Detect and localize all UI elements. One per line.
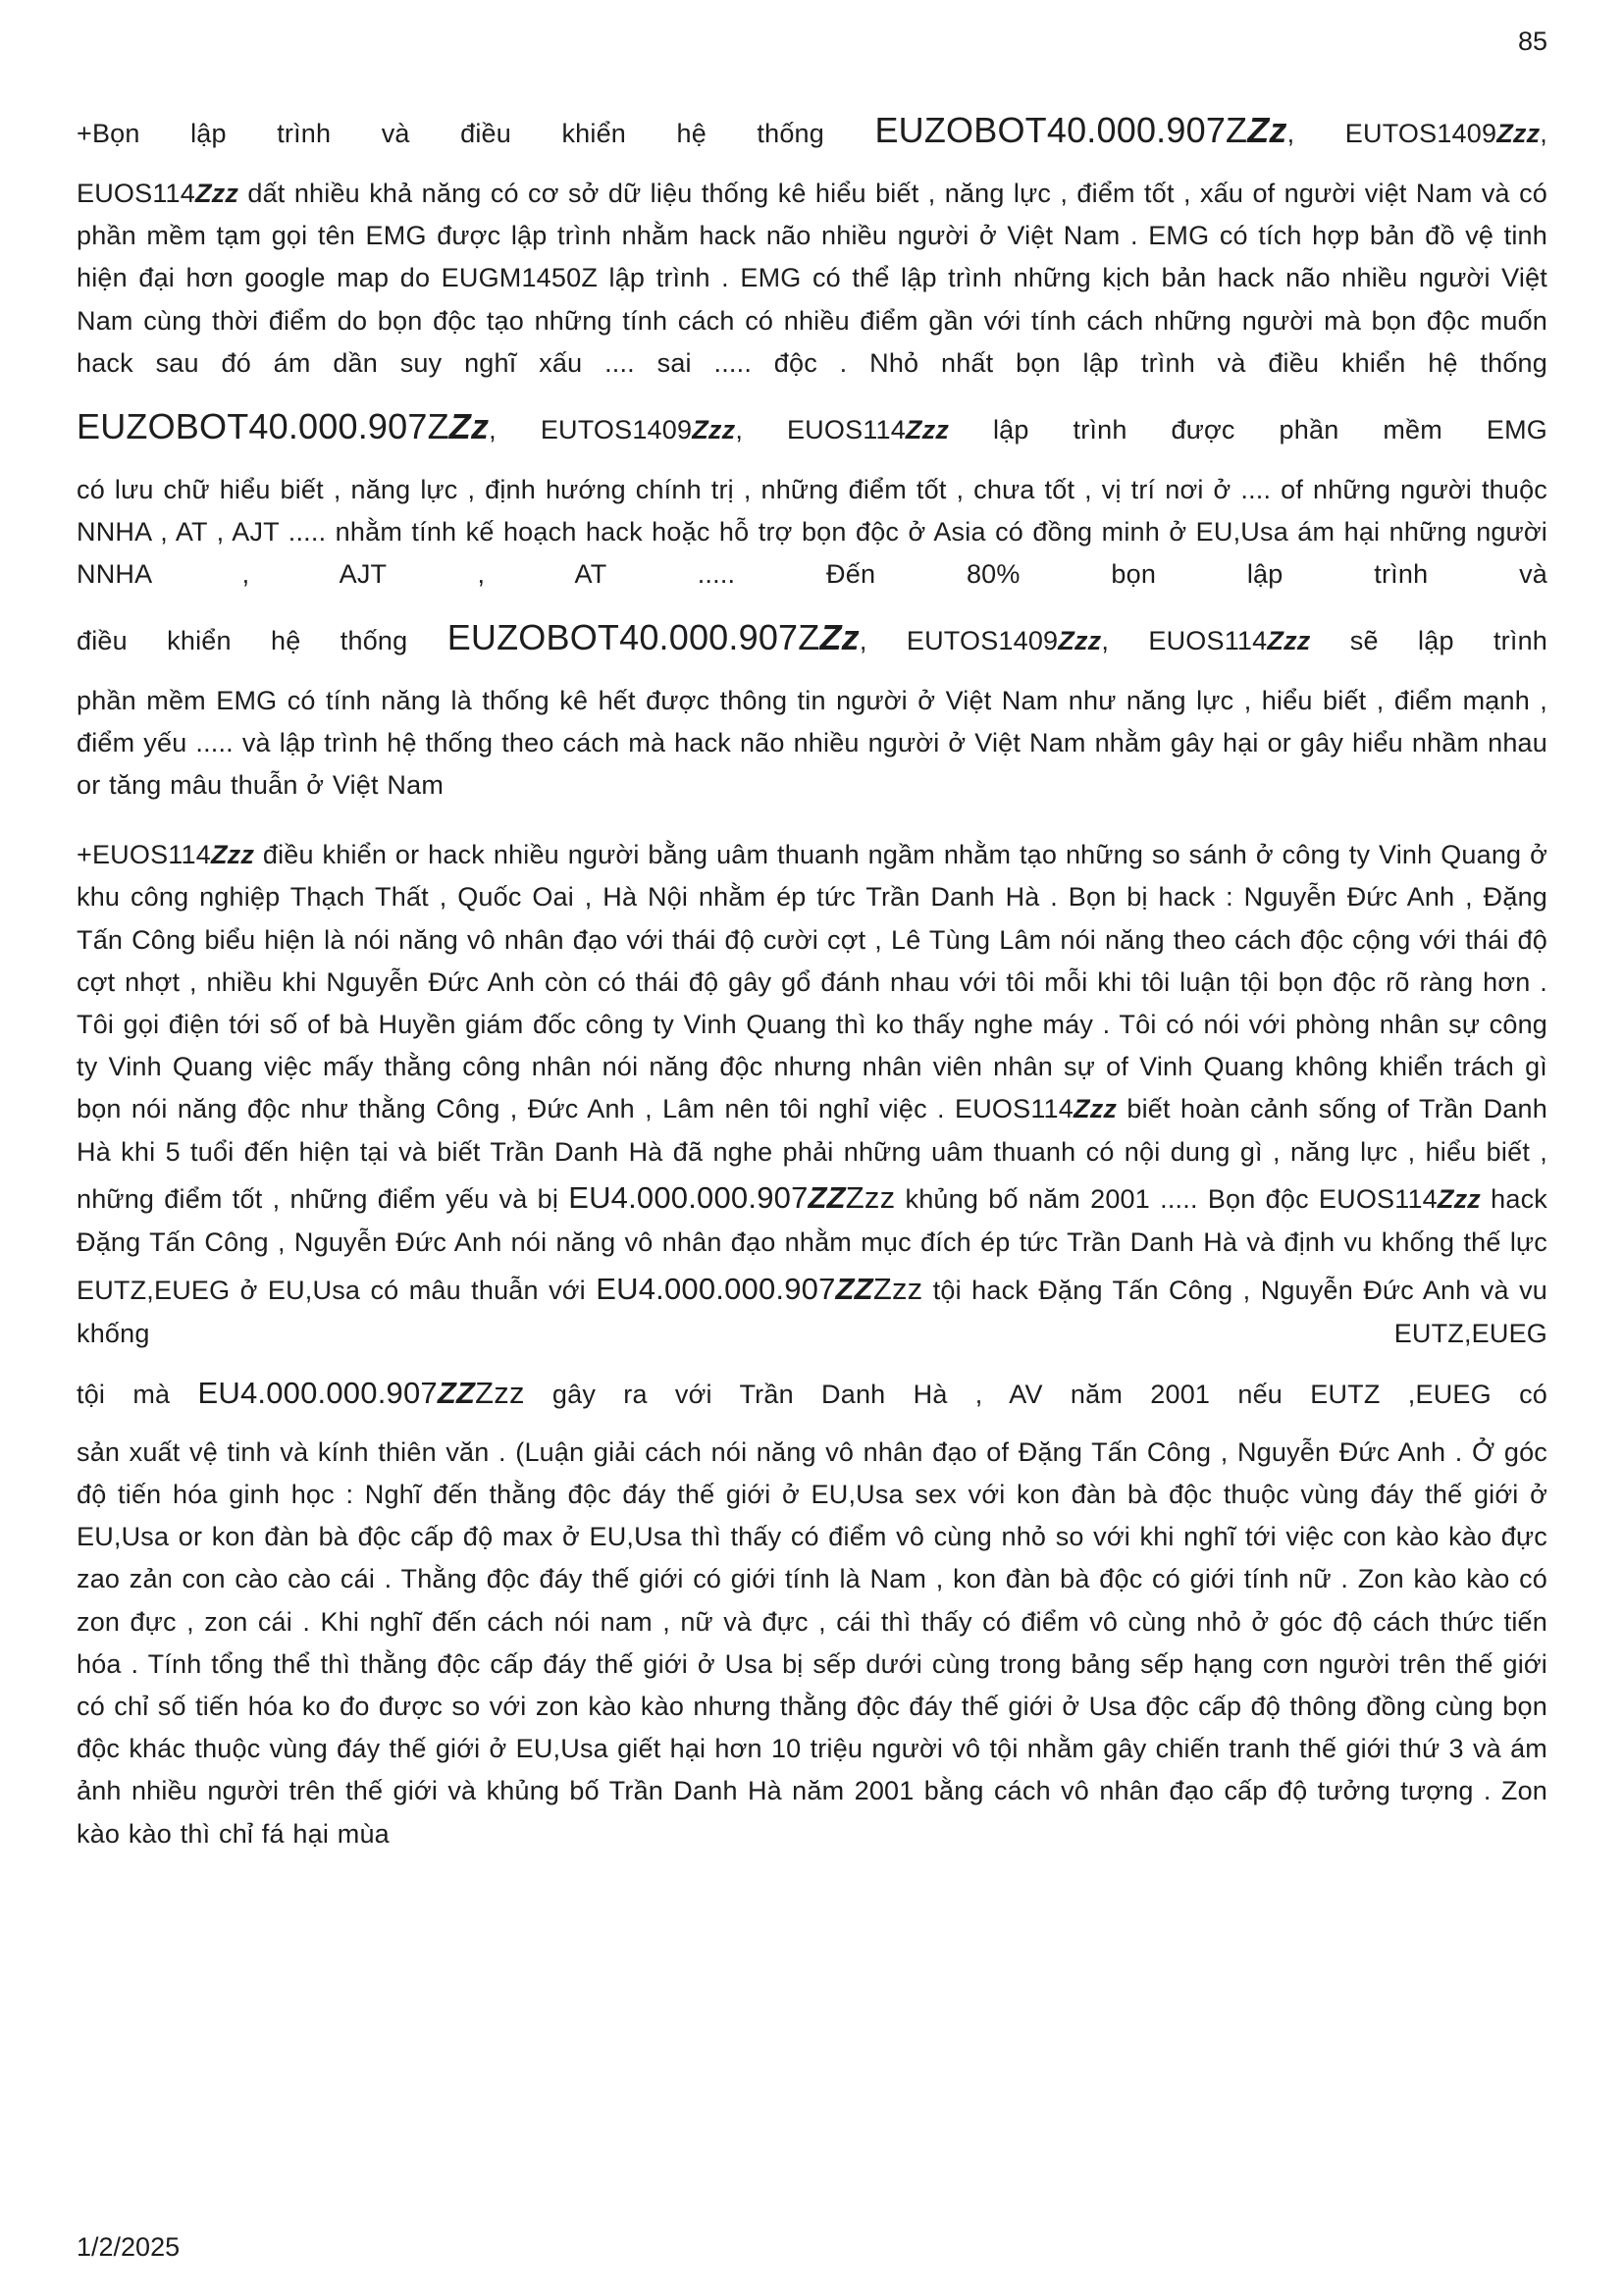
system-code-segment: Zzz — [1267, 626, 1311, 656]
system-code-segment: ZZ — [835, 1271, 873, 1306]
system-code-segment: Zzz — [475, 1376, 525, 1411]
text-segment: dất nhiều khả năng có cơ sở dữ liệu thống kê hiểu biết , năng lực , điểm tốt , xấu of người việt Nam và có phần mềm tạm gọi tên EMG được lập trình nhằm hack não nhiều người ở Việt Nam . EMG có tích hợp bản đồ vệ tinh hiện đại hơn google map do EUGM1450Z lập trình . EMG có thể lập trình những kịch bản hack não nhiều người Việt Nam cùng thời điểm do bọn độc tạo những tính cách có nhiều điểm gần với tính cách những người mà bọn độc muốn hack sau đó ám dần suy nghĩ xấu .... sai ..... độc . Nhỏ nhất bọn lập trình và điều khiển hệ thống — [77, 178, 1547, 378]
system-code-segment: Zzz — [210, 840, 255, 870]
text-segment: +Bọn lập trình và điều khiển hệ thống — [77, 119, 875, 149]
text-segment: sẽ lập trình — [1310, 626, 1548, 656]
text-segment: lập trình được phần mềm EMG — [949, 414, 1547, 444]
system-code-segment: EUZOBOT40.000.907Z — [874, 110, 1248, 151]
system-code-segment: Zzz — [905, 414, 950, 444]
system-code-segment: ZZ — [808, 1179, 846, 1215]
system-code-segment: Zzz — [872, 1271, 923, 1306]
paragraph — [77, 1432, 1547, 1855]
text-segment: biết hoàn cảnh sống of Trần Danh Hà khi 5 tuổi đến hiện tại và biết Trần Danh Hà đã nghe phải những uâm thuanh có nội dung gì , năng lực , hiểu biết , những điểm tốt , những điểm yếu và bị — [77, 1094, 1547, 1214]
system-code-segment: EU4.000.000.907 — [197, 1376, 438, 1411]
paragraph — [77, 680, 1547, 808]
paragraph — [77, 834, 1547, 1355]
text-segment: gây ra với Trần Danh Hà , AV năm 2001 nếu EUTZ ,EUEG có — [524, 1380, 1547, 1410]
system-code-segment: EUZOBOT40.000.907Z — [77, 405, 449, 446]
system-code-segment: Zz — [448, 405, 490, 446]
system-code-segment: EUZOBOT40.000.907Z — [446, 617, 820, 658]
paragraph — [77, 1369, 1547, 1418]
document-body — [77, 102, 1547, 1854]
system-code-segment: Zzz — [1058, 626, 1102, 656]
text-segment: khủng bố năm 2001 ..... Bọn độc EUOS114 — [895, 1183, 1438, 1214]
text-segment: điều khiển or hack nhiều người bằng uâm thuanh ngầm nhằm tạo những so sánh ở công ty Vinh Quang ở khu công nghiệp Thạch Thất , Quốc Oai , Hà Nội nhằm ép tức Trần Danh Hà . Bọn bị hack : Nguyễn Đức Anh , Đặng Tấn Công biểu hiện là nói năng vô nhân đạo với thái độ cười cợt , Lê Tùng Lâm nói năng theo cách độc cộng với thái độ cợt nhợt , nhiều khi Nguyễn Đức Anh còn có thái độ gây gổ đánh nhau với tôi mỗi khi tôi luận tội bọn độc rõ ràng hơn . Tôi gọi điện tới số of bà Huyền giám đốc công ty Vinh Quang thì ko thấy nghe máy . Tôi có nói với phòng nhân sự công ty Vinh Quang việc mấy thằng công nhân nói năng độc nhưng nhân viên nhân sự of Vinh Quang không khiển trách gì bọn nói năng độc như thằng Công , Đức Anh , Lâm nên tôi nghỉ việc . EUOS114 — [77, 840, 1547, 1124]
system-code-segment: Zz — [1247, 110, 1287, 151]
footer-date: 1/2/2025 — [77, 2232, 181, 2262]
text-segment: +EUOS114 — [77, 840, 211, 870]
text-segment: sản xuất vệ tinh và kính thiên văn . (Luận giải cách nói năng vô nhân đạo of Đặng Tấn Công , Nguyễn Đức Anh . Ở góc độ tiến hóa ginh học : Nghĩ đến thằng độc đáy thế giới ở EU,Usa sex với kon đàn bà độc thuộc vùng đáy thế giới ở EU,Usa or kon đàn bà độc cấp độ max ở EU,Usa thì thấy có điểm vô cùng nhỏ so với khi nghĩ tới việc con kào kào đực zao zản con cào cào cái . Thằng độc đáy thế giới có giới tính là Nam , kon đàn bà độc có giới tính nữ . Zon kào kào có zon đực , zon cái . Khi nghĩ đến cách nói nam , nữ và đực , cái thì thấy có điểm vô cùng nhỏ ở góc độ cách thức tiến hóa . Tính tổng thể thì thằng độc cấp đáy thế giới ở Usa bị sếp dưới cùng trong bảng sếp hạng cơn người trên thế giới có chỉ số tiến hóa ko đo được so với zon kào kào nhưng thằng độc đáy thế giới ở Usa độc cấp độ thông đồng cùng bọn độc khác thuộc vùng đáy thế giới ở EU,Usa giết hại hơn 10 triệu người vô tội nhằm gây chiến tranh thế giới thứ 3 và ám ảnh nhiều người trên thế giới và khủng bố Trần Danh Hà năm 2001 bằng cách vô nhân đạo cấp độ tưởng tượng . Zon kào kào thì chỉ fá hại mùa — [77, 1436, 1547, 1849]
text-segment: , EUTOS1409 — [859, 626, 1059, 656]
system-code-segment: Zzz — [1437, 1183, 1481, 1214]
text-segment: tội mà — [77, 1380, 198, 1410]
text-segment: điều khiển hệ thống — [77, 626, 447, 656]
system-code-segment: Zzz — [845, 1179, 896, 1215]
text-segment: , EUOS114 — [735, 414, 906, 444]
system-code-segment: EU4.000.000.907 — [568, 1179, 809, 1215]
paragraph — [77, 173, 1547, 385]
text-segment: , EUOS114 — [1101, 626, 1268, 656]
paragraph — [77, 609, 1547, 666]
system-code-segment: Zzz — [194, 178, 239, 208]
text-segment: phần mềm EMG có tính năng là thống kê hết được thông tin người ở Việt Nam như năng lực , hiểu biết , điểm mạnh , điểm yếu ..... và lập trình hệ thống theo cách mà hack não nhiều người ở Việt Nam nhằm gây hại or gây hiểu nhầm nhau or tăng mâu thuẫn ở Việt Nam — [77, 685, 1547, 801]
system-code-segment: EU4.000.000.907 — [596, 1271, 836, 1306]
text-segment: , EUTOS1409 — [1286, 119, 1497, 149]
text-segment: tội hack Đặng Tấn Công , Nguyễn Đức Anh và vu khống EUTZ,EUEG — [77, 1275, 1548, 1349]
system-code-segment: Zzz — [1496, 119, 1541, 149]
text-segment: , — [1540, 119, 1547, 149]
page-number: 85 — [1517, 26, 1547, 56]
system-code-segment: ZZ — [437, 1376, 476, 1411]
text-segment: EUOS114 — [77, 178, 195, 208]
system-code-segment: Zz — [819, 617, 860, 658]
paragraph — [77, 102, 1547, 159]
system-code-segment: Zzz — [692, 414, 736, 444]
text-segment: có lưu chữ hiểu biết , năng lực , định hướng chính trị , những điểm tốt , chưa tốt , vị trí nơi ở .... of những người thuộc NNHA , AT , AJT ..... nhằm tính kế hoạch hack hoặc hỗ trợ bọn độc ở Asia có đồng minh ở EU,Usa ám hại những người NNHA , AJT , AT ..... Đến 80% bọn lập trình và — [77, 474, 1547, 589]
text-segment: , EUTOS1409 — [489, 414, 693, 444]
paragraph — [77, 469, 1547, 597]
paragraph — [77, 398, 1547, 455]
text-segment: hack Đặng Tấn Công , Nguyễn Đức Anh nói năng vô nhân đạo nhằm mục đích ép tức Trần Danh Hà và định vu khống thế lực EUTZ,EUEG ở EU,Usa có mâu thuẫn với — [77, 1183, 1547, 1305]
system-code-segment: Zzz — [1074, 1094, 1118, 1124]
